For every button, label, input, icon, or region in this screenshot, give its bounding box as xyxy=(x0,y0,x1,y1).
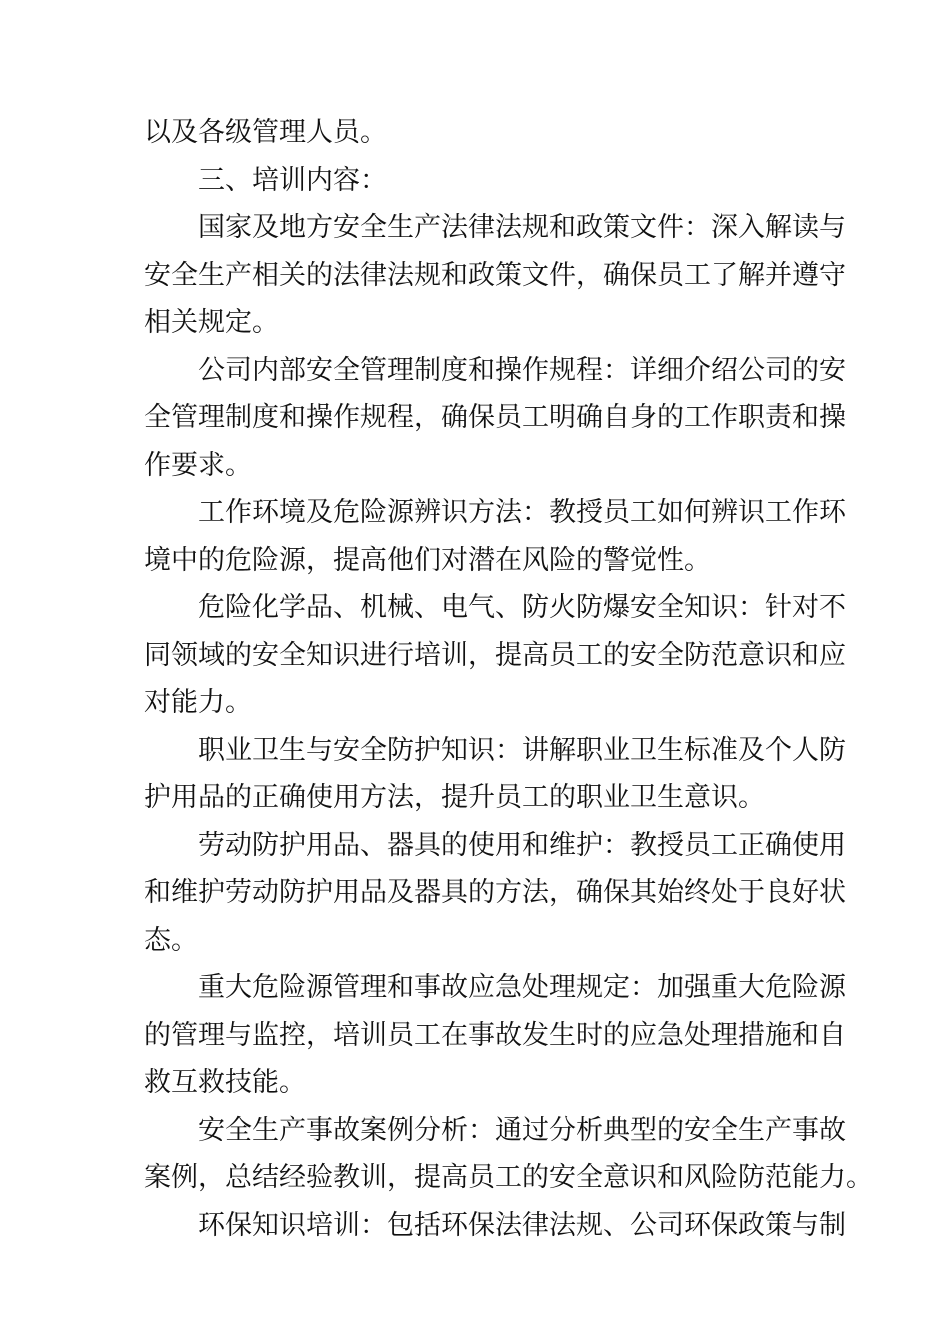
text-line: 劳动防护用品、器具的使用和维护：教授员工正确使用 xyxy=(198,829,846,861)
text-line: 国家及地方安全生产法律法规和政策文件：深入解读与 xyxy=(198,212,846,243)
text-line: 重大危险源管理和事故应急处理规定：加强重大危险源 xyxy=(198,972,846,1003)
text-line: 作要求。 xyxy=(144,449,252,481)
text-line: 同领域的安全知识进行培训，提高员工的安全防范意识和应 xyxy=(144,639,846,671)
text-line: 案例，总结经验教训，提高员工的安全意识和风险防范能力。 xyxy=(144,1162,873,1193)
text-line: 的管理与监控，培训员工在事故发生时的应急处理措施和自 xyxy=(144,1019,846,1051)
text-line: 全管理制度和操作规程，确保员工明确自身的工作职责和操 xyxy=(144,402,846,433)
text-line: 相关规定。 xyxy=(144,307,279,338)
text-line: 以及各级管理人员。 xyxy=(144,117,387,148)
text-line: 危险化学品、机械、电气、防火防爆安全知识：针对不 xyxy=(198,592,846,623)
text-line: 工作环境及危险源辨识方法：教授员工如何辨识工作环 xyxy=(198,497,846,528)
text-line: 态。 xyxy=(144,924,198,956)
text-line: 安全生产事故案例分析：通过分析典型的安全生产事故 xyxy=(198,1114,846,1146)
text-line: 和维护劳动防护用品及器具的方法，确保其始终处于良好状 xyxy=(144,877,846,908)
text-line: 境中的危险源，提高他们对潜在风险的警觉性。 xyxy=(144,544,711,576)
text-line: 职业卫生与安全防护知识：讲解职业卫生标准及个人防 xyxy=(198,734,846,766)
text-line: 公司内部安全管理制度和操作规程：详细介绍公司的安 xyxy=(198,354,846,386)
document-page xyxy=(144,109,873,1249)
section-heading: 三、培训内容： xyxy=(198,164,387,196)
text-line: 对能力。 xyxy=(144,687,252,718)
text-line: 护用品的正确使用方法，提升员工的职业卫生意识。 xyxy=(144,782,765,813)
text-line: 环保知识培训：包括环保法律法规、公司环保政策与制 xyxy=(198,1209,846,1241)
text-line: 安全生产相关的法律法规和政策文件，确保员工了解并遵守 xyxy=(144,259,846,291)
text-line: 救互救技能。 xyxy=(144,1067,306,1098)
